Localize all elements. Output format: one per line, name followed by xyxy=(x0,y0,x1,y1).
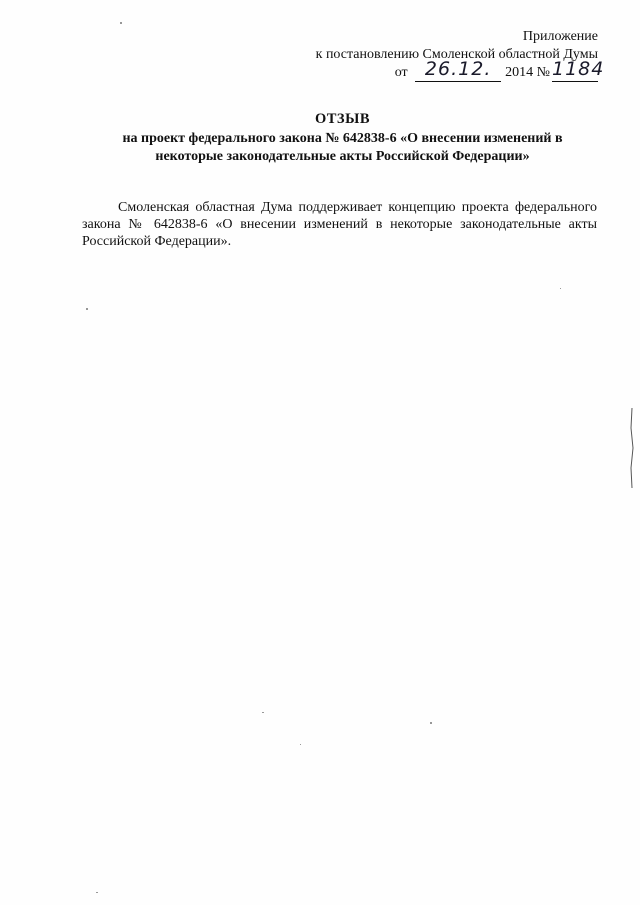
date-prefix: от xyxy=(394,65,408,80)
document-title xyxy=(60,110,625,166)
year-text: 2014 № xyxy=(505,65,550,80)
title-heading: ОТЗЫВ xyxy=(314,111,370,127)
handwritten-number: 1184 xyxy=(552,58,605,80)
scan-speck xyxy=(86,308,88,310)
scan-speck xyxy=(560,288,561,289)
scan-speck xyxy=(262,712,264,713)
title-line-1: на проект федерального закона № 642838-6 «О внесении изменений в xyxy=(122,131,563,146)
scan-speck xyxy=(96,892,98,893)
appendix-label: Приложение xyxy=(522,29,598,44)
title-line-2: некоторые законодательные акты Российской Федерации» xyxy=(155,149,530,164)
resolution-reference: к постановлению Смоленской областной Думы xyxy=(315,47,598,62)
margin-edge-mark xyxy=(630,408,634,488)
scan-speck xyxy=(120,22,122,24)
handwritten-date: 26.12. xyxy=(424,58,492,80)
scan-speck xyxy=(430,722,432,724)
date-number-line xyxy=(316,58,605,82)
body-paragraph: Смоленская областная Дума поддерживает концепцию проекта федерального закона № 642838-6 «О внесении изменений в некоторые законодательные акты Российской Федерации». xyxy=(82,200,597,249)
scan-speck xyxy=(300,744,301,745)
appendix-header xyxy=(315,28,605,82)
number-blank xyxy=(552,58,605,82)
date-blank xyxy=(415,58,501,82)
